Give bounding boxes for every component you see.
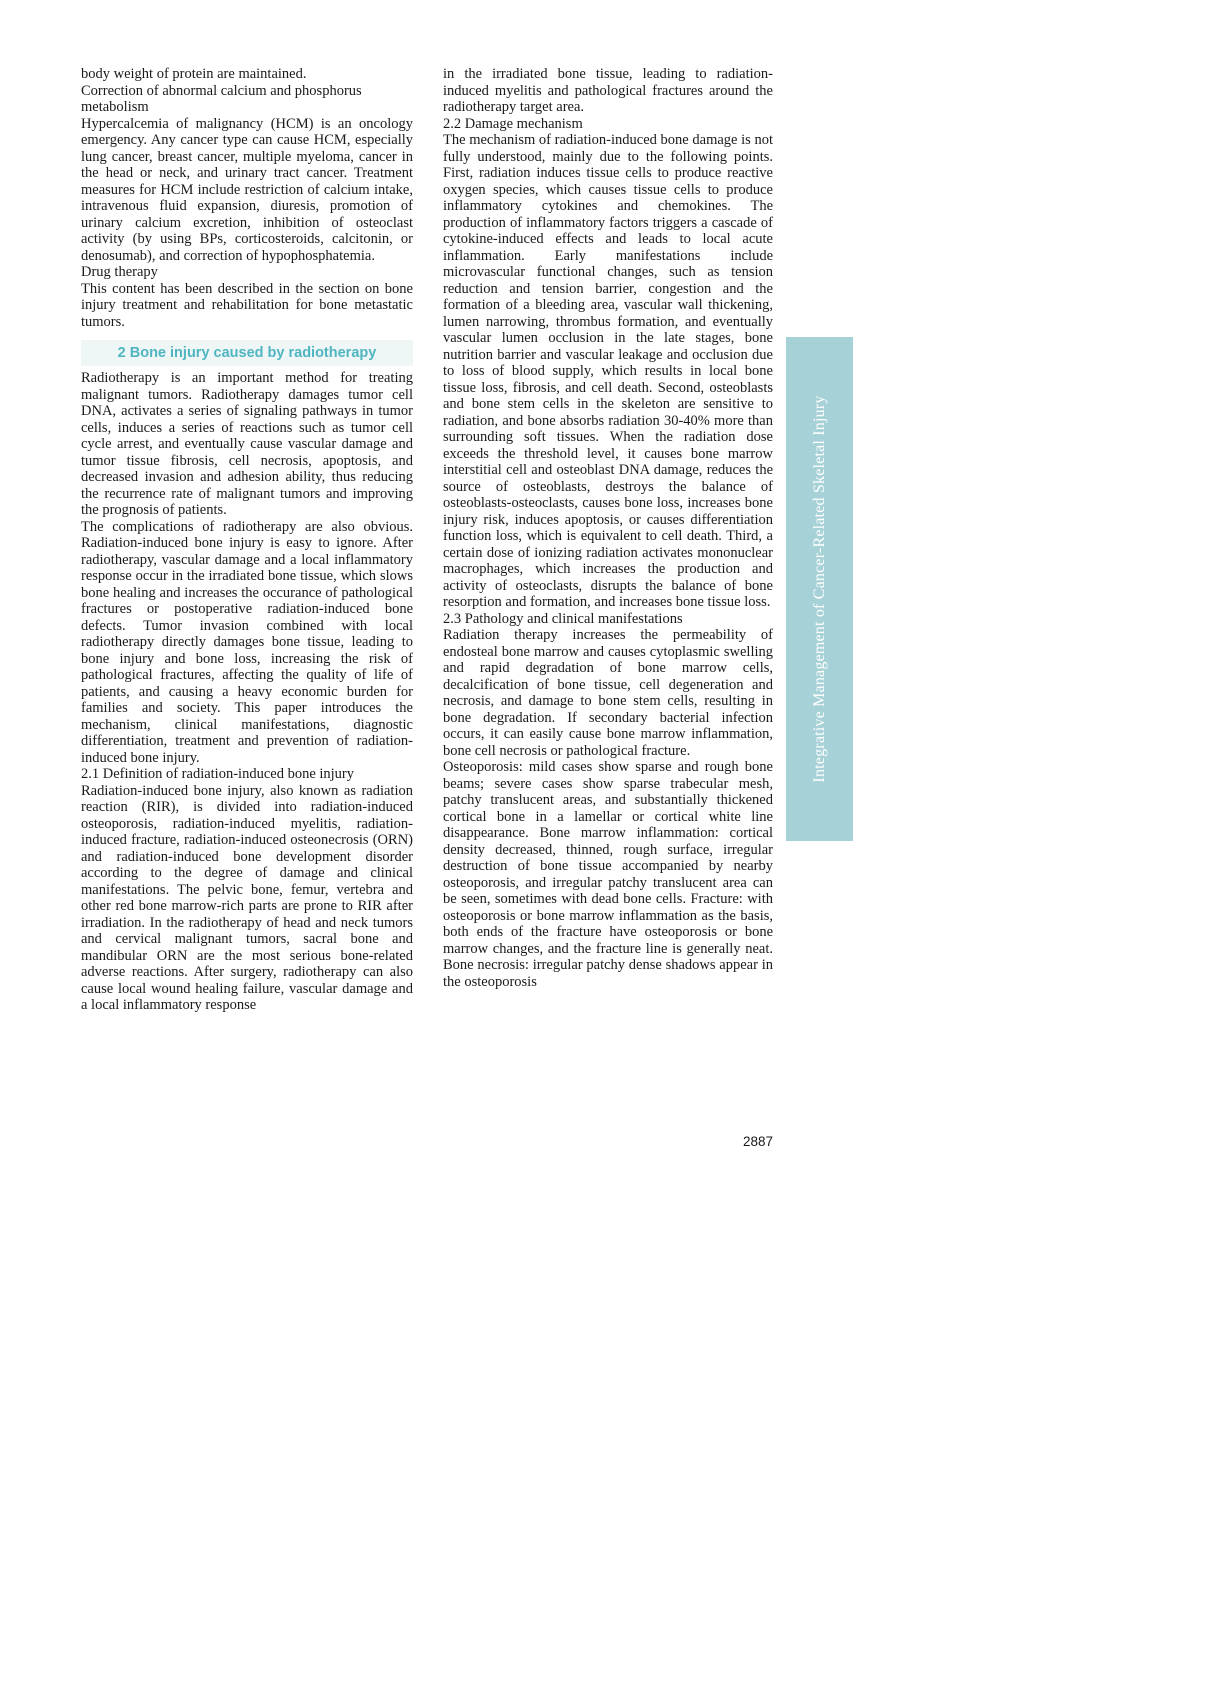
side-tab-label: Integrative Management of Cancer-Related Skeletal Injury	[810, 395, 828, 783]
left-column	[81, 66, 413, 1014]
side-tab	[786, 337, 853, 841]
paragraph-complications: The complications of radiotherapy are also obvious. Radiation-induced bone injury is easy to ignore. After radiotherapy, vascular damage and a local inflammatory response occur in the irradiated bone tissue, which slows bone healing and increases the occurance of pathological fractures or postoperative radiation-induced bone defects. Tumor invasion combined with local radiotherapy directly damages bone tissue, leading to bone injury and bone loss, increasing the risk of pathological fractures, affecting the quality of life of patients, and causing a heavy economic burden for families and society. This paper introduces the mechanism, clinical manifestations, diagnostic differentiation, treatment and prevention of radiation-induced bone injury.	[81, 518, 413, 766]
paragraph-damage-mechanism: The mechanism of radiation-induced bone damage is not fully understood, mainly due to the following points. First, radiation induces tissue cells to produce reactive oxygen species, which causes tissue cells to produce inflammatory cytokines and chemokines. The production of inflammatory factors triggers a cascade of cytokine-induced effects and leads to local acute inflammation. Early manifestations include microvascular functional changes, such as tension reduction and tension barrier, congestion and the formation of a bleeding area, vascular wall thickening, lumen narrowing, thrombus formation, and eventually vascular lumen occlusion in the late stages, bone nutrition barrier and vascular leakage and occlusion due to loss of blood supply, which results in local bone tissue loss, fibrosis, and cell death. Second, osteoblasts and bone stem cells in the skeleton are sensitive to radiation, and bone absorbs radiation 30-40% more than surrounding soft tissues. When the radiation dose exceeds the threshold level, it causes bone marrow interstitial cell and osteoblast DNA damage, reduces the source of osteoblasts, destroys the balance of osteoblasts-osteoclasts, causes bone loss, increases bone injury risk, induces apoptosis, or causes differentiation function loss, which is equivalent to cell death. Third, a certain dose of ionizing radiation activates mononuclear macrophages, which increases the production and activity of osteoclasts, disrupts the balance of bone resorption and formation, and increases bone tissue loss.	[443, 132, 773, 610]
paragraph-drug-therapy: This content has been described in the section on bone injury treatment and rehabilitation for bone metastatic tumors.	[81, 280, 413, 330]
page-number: 2887	[742, 1134, 773, 1149]
section-2-title: 2 Bone injury caused by radiotherapy	[81, 340, 413, 366]
paragraph-continued: in the irradiated bone tissue, leading to radiation-induced myelitis and pathological fractures around the radiotherapy target area.	[443, 66, 773, 115]
paragraph-pathology: Radiation therapy increases the permeability of endosteal bone marrow and causes cytoplasmic swelling and rapid degradation of bone marrow cells, decalcification of bone tissue, cell degeneration and necrosis, and damage to bone stem cells, resulting in bone degradation. If secondary bacterial infection occurs, it can easily cause bone marrow inflammation, bone cell necrosis or pathological fracture.	[443, 627, 773, 759]
paragraph-body-weight: body weight of protein are maintained.	[81, 66, 307, 82]
heading-2-3: 2.3 Pathology and clinical manifestations	[443, 610, 683, 627]
paragraph-definition: Radiation-induced bone injury, also known as radiation reaction (RIR), is divided into radiation-induced osteoporosis, radiation-induced myelitis, radiation-induced fracture, radiation-induced osteonecrosis (ORN) and radiation-induced bone development disorder according to the degree of damage and clinical manifestations. The pelvic bone, femur, vertebra and other red bone marrow-rich parts are prone to RIR after irradiation. In the radiotherapy of head and neck tumors and cervical malignant tumors, sacral bone and mandibular ORN are the most serious bone-related adverse reactions. After surgery, radiotherapy can also cause local wound healing failure, vascular damage and a local inflammatory response	[81, 782, 413, 1013]
heading-2-2: 2.2 Damage mechanism	[443, 115, 583, 132]
heading-drug-therapy: Drug therapy	[81, 264, 158, 280]
paragraph-hypercalcemia: Hypercalcemia of malignancy (HCM) is an oncology emergency. Any cancer type can cause HCM, especially lung cancer, breast cancer, multiple myeloma, cancer in the head or neck, and urinary tract cancer. Treatment measures for HCM include restriction of calcium intake, intravenous fluid expansion, diuresis, promotion of urinary calcium excretion, inhibition of osteoclast activity (by using BPs, corticosteroids, calcitonin, or denosumab), and correction of hypophosphatemia.	[81, 115, 413, 264]
paragraph-osteoporosis: Osteoporosis: mild cases show sparse and rough bone beams; severe cases show sparse trabecular mesh, patchy translucent areas, and substantially thickened cortical bone in a lamellar or cortical white line disappearance. Bone marrow inflammation: cortical density decreased, thinned, rough surface, irregular destruction of bone tissue accompanied by nearby osteoporosis, and irregular patchy translucent area can be seen, sometimes with dead bone cells. Fracture: with osteoporosis or bone marrow inflammation as the basis, both ends of the fracture have osteoporosis or bone marrow changes, and the fracture line is generally neat. Bone necrosis: irregular patchy dense shadows appear in the osteoporosis	[443, 759, 773, 990]
paragraph-radiotherapy-intro: Radiotherapy is an important method for treating malignant tumors. Radiotherapy damages tumor cell DNA, activates a series of signaling pathways in tumor cells, induces a series of reactions such as tumor cell cycle arrest, and eventually cause vascular damage and tumor tissue fibrosis, cell necrosis, apoptosis, and decreased invasion and adhesion ability, thus reducing the recurrence rate of malignant tumors and improving the prognosis of patients.	[81, 370, 413, 518]
heading-2-1: 2.1 Definition of radiation-induced bone injury	[81, 766, 355, 782]
right-column	[443, 66, 773, 990]
heading-calcium-correction: Correction of abnormal calcium and phosphorus metabolism	[81, 82, 362, 115]
